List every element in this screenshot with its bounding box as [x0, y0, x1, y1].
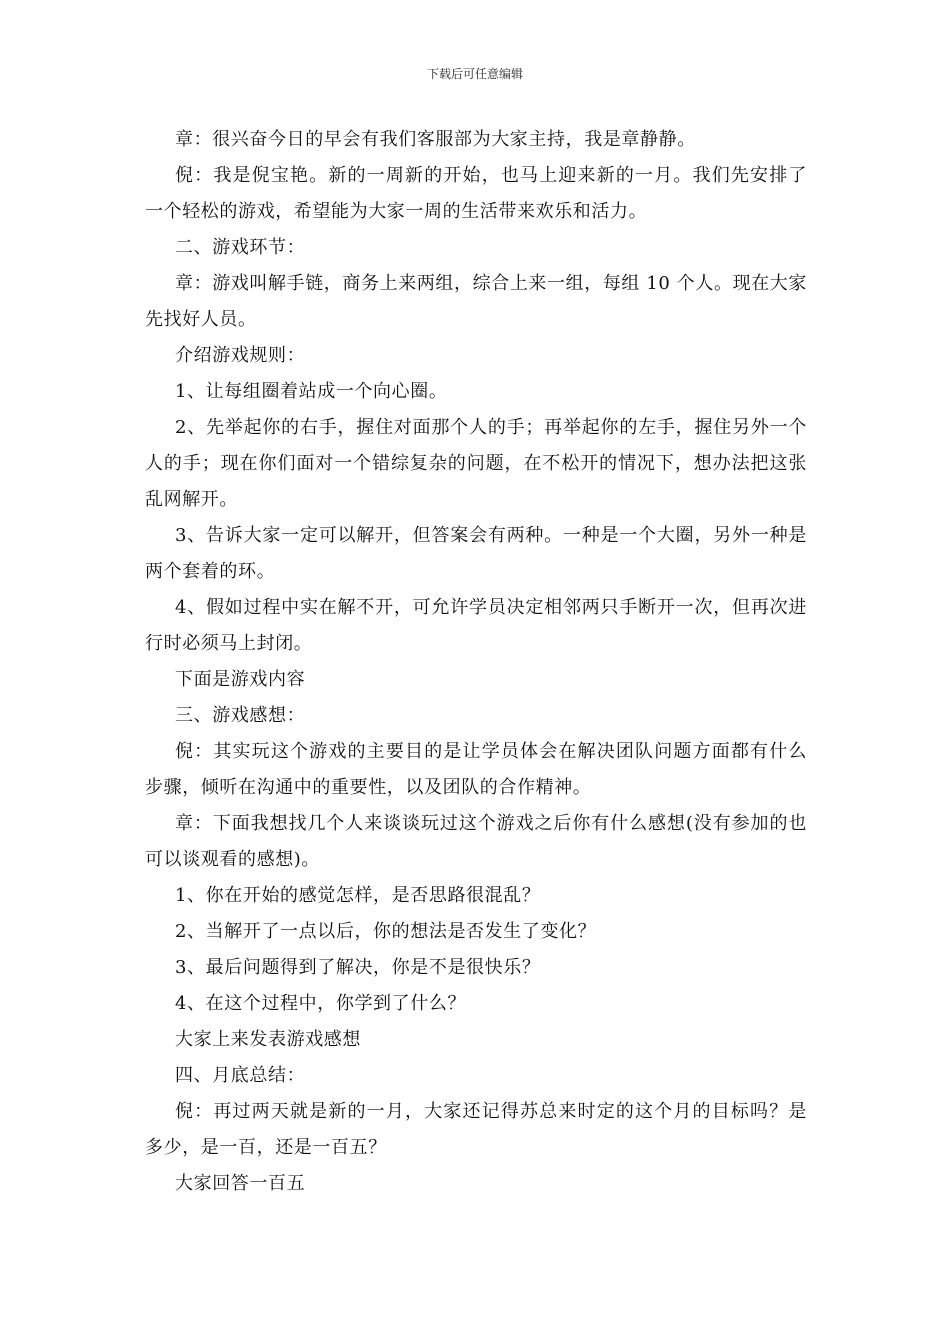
- list-item: 1、让每组圈着站成一个向心圈。: [175, 381, 448, 402]
- paragraph: 下面是游戏内容: [175, 669, 306, 690]
- paragraph: 倪：我是倪宝艳。新的一周新的开始，也马上迎来新的一月。我们先安排了一个轻松的游戏，希望能为大家一周的生活带来欢乐和活力。: [145, 165, 807, 222]
- list-item: 3、告诉大家一定可以解开，但答案会有两种。一种是一个大圈，另外一种是两个套着的环。: [145, 525, 807, 582]
- paragraph: 章：游戏叫解手链，商务上来两组，综合上来一组，每组 10 个人。现在大家先找好人员。: [145, 273, 807, 330]
- paragraph: 章：很兴奋今日的早会有我们客服部为大家主持，我是章静静。: [175, 129, 696, 150]
- list-item: 3、最后问题得到了解决，你是不是很快乐？: [175, 957, 541, 978]
- list-item: 1、你在开始的感觉怎样，是否思路很混乱？: [175, 885, 541, 906]
- section-heading: 三、游戏感想：: [175, 705, 306, 726]
- list-item: 2、当解开了一点以后，你的想法是否发生了变化？: [175, 921, 597, 942]
- document-body: [145, 122, 807, 1202]
- list-item: 4、在这个过程中，你学到了什么？: [175, 993, 467, 1014]
- paragraph: 大家上来发表游戏感想: [175, 1029, 361, 1050]
- list-item: 4、假如过程中实在解不开，可允许学员决定相邻两只手断开一次，但再次进行时必须马上封闭。: [145, 597, 807, 654]
- paragraph: 介绍游戏规则：: [175, 345, 306, 366]
- page-header: 下载后可任意编辑: [426, 67, 523, 81]
- paragraph: 倪：其实玩这个游戏的主要目的是让学员体会在解决团队问题方面都有什么步骤，倾听在沟通中的重要性，以及团队的合作精神。: [145, 741, 807, 798]
- list-item: 2、先举起你的右手，握住对面那个人的手；再举起你的左手，握住另外一个人的手；现在你们面对一个错综复杂的问题，在不松开的情况下，想办法把这张乱网解开。: [145, 417, 807, 510]
- section-heading: 四、月底总结：: [175, 1065, 306, 1086]
- paragraph: 倪：再过两天就是新的一月，大家还记得苏总来时定的这个月的目标吗？是多少，是一百，还是一百五？: [145, 1101, 807, 1158]
- paragraph: 大家回答一百五: [175, 1173, 306, 1194]
- section-heading: 二、游戏环节：: [175, 237, 306, 258]
- paragraph: 章：下面我想找几个人来谈谈玩过这个游戏之后你有什么感想(没有参加的也可以谈观看的感想)。: [145, 813, 807, 870]
